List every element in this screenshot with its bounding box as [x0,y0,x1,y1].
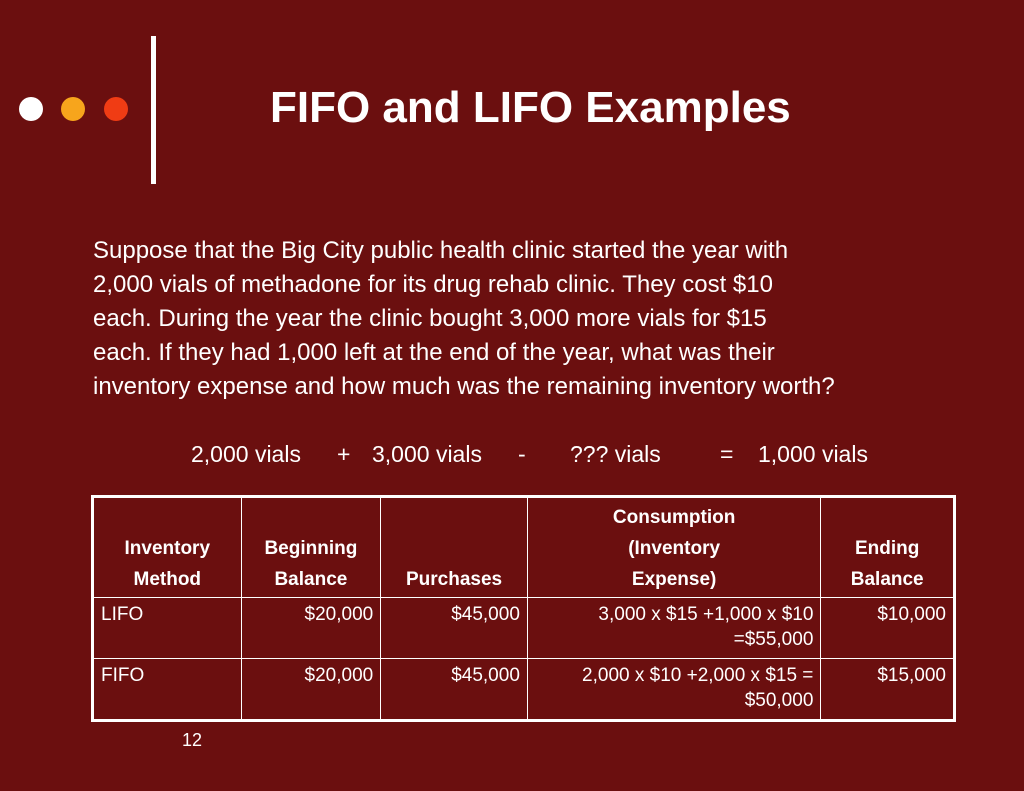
cell-purchases: $45,000 [381,598,528,659]
table-row [93,598,955,659]
header-line: Expense) [631,569,717,590]
inventory-table [91,495,956,722]
header-line: Ending [855,538,920,559]
paragraph-line: 2,000 vials of methadone for its drug rehab clinic. They cost $10 [93,271,773,298]
cell-method: LIFO [93,598,242,659]
cell-line: =$55,000 [733,629,814,650]
cell-consumption [527,598,821,659]
header-line: Balance [850,569,924,590]
slide-title: FIFO and LIFO Examples [270,83,791,132]
table-header-row [93,497,955,598]
paragraph-line: inventory expense and how much was the remaining inventory worth? [93,373,835,400]
paragraph-line: each. If they had 1,000 left at the end of the year, what was their [93,339,775,366]
header-purchases [381,497,528,598]
cell-purchases: $45,000 [381,659,528,721]
cell-method: FIFO [93,659,242,721]
header-line: Inventory [124,538,211,559]
page-number: 12 [182,730,203,750]
cell-ending: $10,000 [821,598,955,659]
header-line: Consumption [612,507,736,528]
header-inventory-method [93,497,242,598]
cell-beginning: $20,000 [241,659,381,721]
equation-term: ??? vials [570,441,661,467]
paragraph-line: each. During the year the clinic bought 3,000 more vials for $15 [93,305,767,332]
header-consumption [527,497,821,598]
equation-term: 1,000 vials [758,441,868,467]
equation-operator: = [720,441,734,467]
cell-beginning: $20,000 [241,598,381,659]
cell-line: 3,000 x $15 +1,000 x $10 [598,604,814,625]
cell-ending: $15,000 [821,659,955,721]
red-dot-icon [104,97,128,121]
header-ending-balance [821,497,955,598]
equation-operator: - [518,441,526,467]
equation-operator: + [337,441,351,467]
cell-line: 2,000 x $10 +2,000 x $15 = [582,665,814,686]
cell-consumption [527,659,821,721]
paragraph-line: Suppose that the Big City public health clinic started the year with [93,237,789,264]
header-line: Method [133,569,202,590]
header-line: (Inventory [628,538,721,559]
cell-line: $50,000 [744,690,814,711]
orange-dot-icon [61,97,85,121]
equation-term: 3,000 vials [372,441,482,467]
header-line: Beginning [264,538,358,559]
header-beginning-balance [241,497,381,598]
header-line: Balance [274,569,348,590]
table-row [93,659,955,721]
title-divider [151,36,156,184]
equation-term: 2,000 vials [191,441,301,467]
problem-statement [93,234,993,404]
white-dot-icon [19,97,43,121]
header-line: Purchases [406,569,503,590]
